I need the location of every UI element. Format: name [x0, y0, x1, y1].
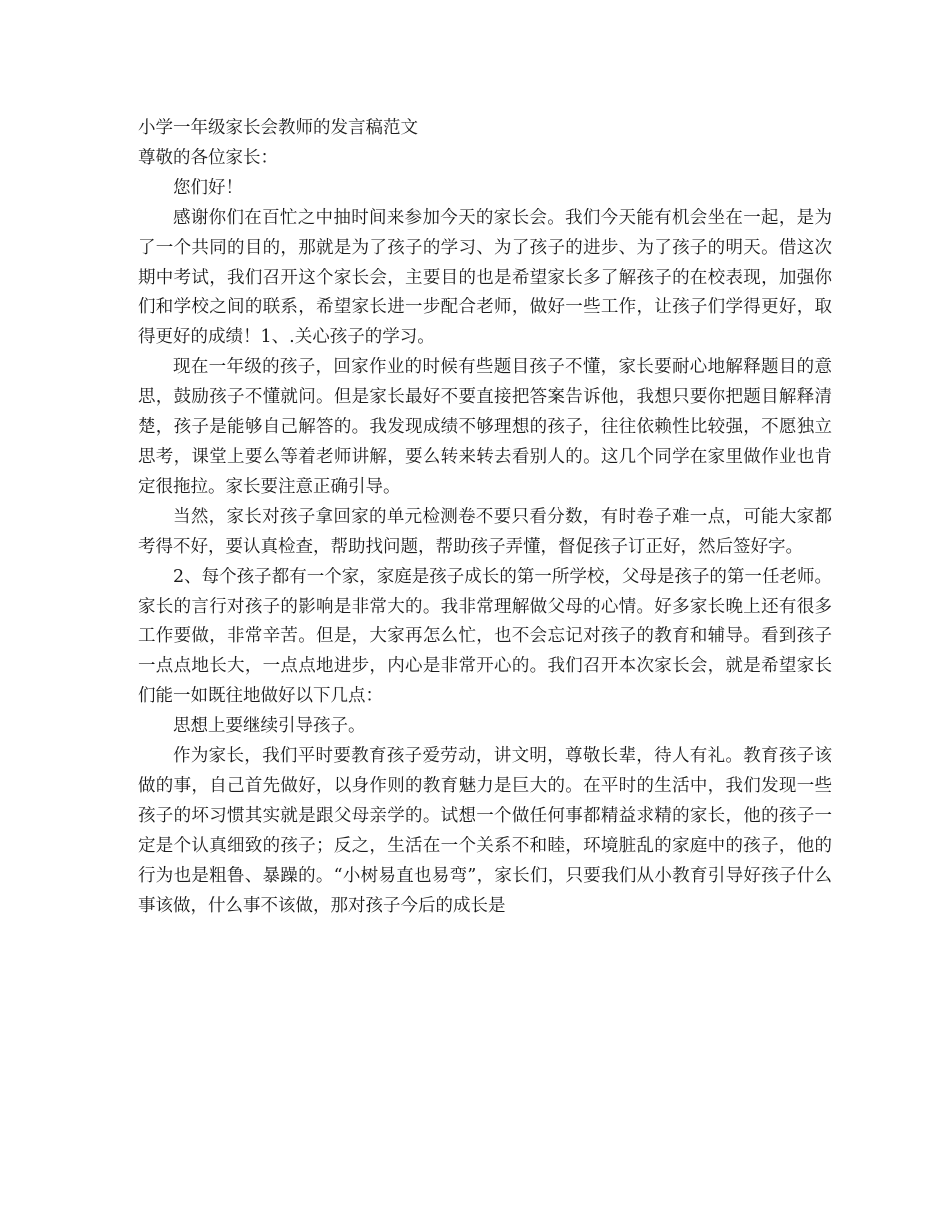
paragraph-family: 2、每个孩子都有一个家，家庭是孩子成长的第一所学校，父母是孩子的第一任老师。家长的言行对孩子的影响是非常大的。我非常理解做父母的心情。好多家长晚上还有很多工作要做，非常辛苦。但是，大家再怎么忙，也不会忘记对孩子的教育和辅导。看到孩子一点点地长大，一点点地进步，内心是非常开心的。我们召开本次家长会，就是希望家长们能一如既往地做好以下几点：	[138, 566, 832, 707]
salutation: 尊敬的各位家长：	[138, 147, 278, 168]
document-title: 小学一年级家长会教师的发言稿范文	[138, 118, 418, 138]
paragraph-guidance-heading: 思想上要继续引导孩子。	[173, 716, 366, 737]
paragraph-greeting: 您们好！	[173, 177, 243, 198]
document-body	[138, 114, 832, 921]
paragraph-parent-example: 作为家长，我们平时要教育孩子爱劳动，讲文明，尊敬长辈，待人有礼。教育孩子该做的事，自己首先做好，以身作则的教育魅力是巨大的。在平时的生活中，我们发现一些孩子的坏习惯其实就是跟父母亲学的。试想一个做任何事都精益求精的家长，他的孩子一定是个认真细致的孩子；反之，生活在一个关系不和睦，环境脏乱的家庭中的孩子，他的行为也是粗鲁、暴躁的。“小树易直也易弯”，家长们，只要我们从小教育引导好孩子什么事该做，什么事不该做，那对孩子今后的成长是	[138, 746, 832, 916]
paragraph-test-papers: 当然，家长对孩子拿回家的单元检测卷不要只看分数，有时卷子难一点，可能大家都考得不好，要认真检查，帮助找问题，帮助孩子弄懂，督促孩子订正好，然后签好字。	[138, 506, 832, 557]
paragraph-homework: 现在一年级的孩子，回家作业的时候有些题目孩子不懂，家长要耐心地解释题目的意思，鼓励孩子不懂就问。但是家长最好不要直接把答案告诉他，我想只要你把题目解释清楚，孩子是能够自己解答的。我发现成绩不够理想的孩子，往往依赖性比较强，不愿独立思考，课堂上要么等着老师讲解，要么转来转去看别人的。这几个同学在家里做作业也肯定很拖拉。家长要注意正确引导。	[138, 357, 832, 497]
paragraph-intro: 感谢你们在百忙之中抽时间来参加今天的家长会。我们今天能有机会坐在一起，是为了一个共同的目的，那就是为了孩子的学习、为了孩子的进步、为了孩子的明天。借这次期中考试，我们召开这个家长会，主要目的也是希望家长多了解孩子的在校表现，加强你们和学校之间的联系，希望家长进一步配合老师，做好一些工作，让孩子们学得更好，取得更好的成绩！1、.关心孩子的学习。	[138, 207, 832, 348]
